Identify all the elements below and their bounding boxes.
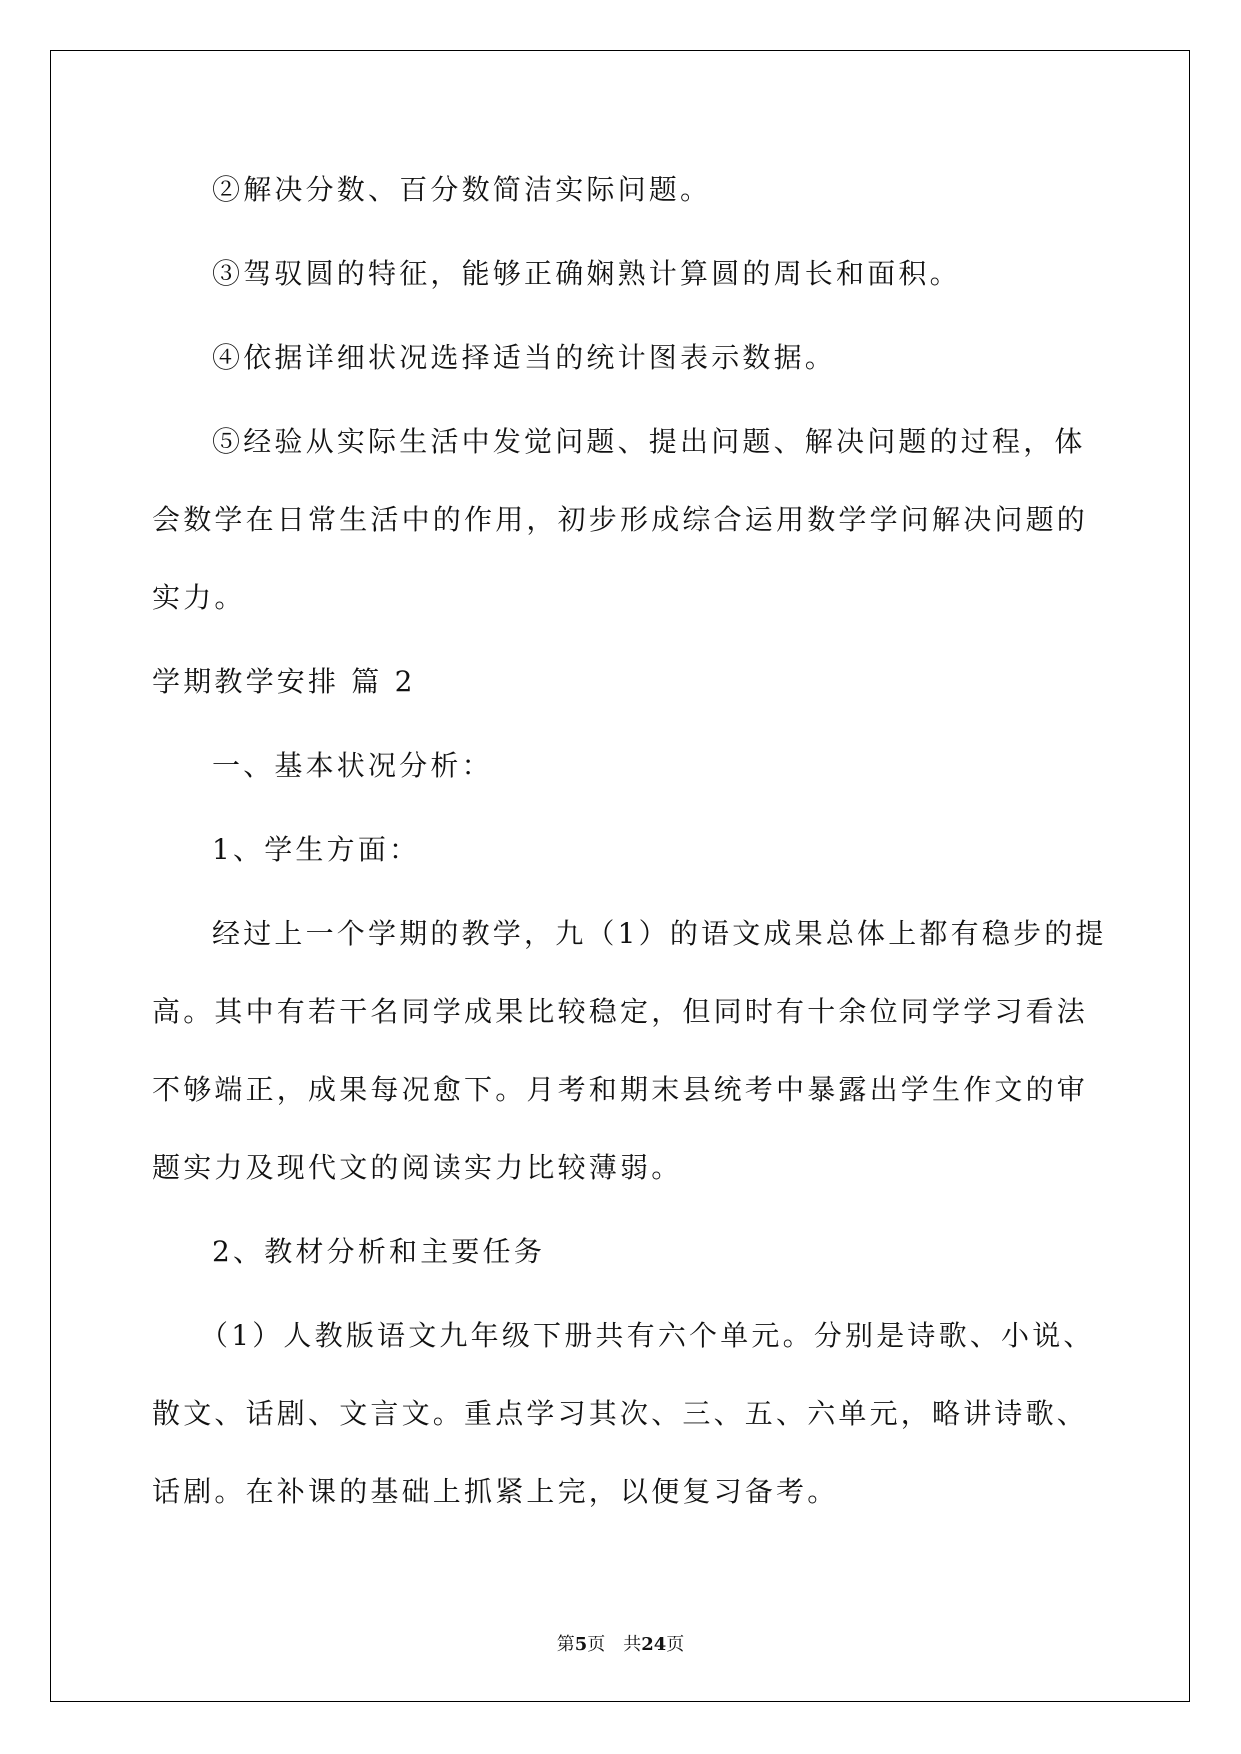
- paragraph-line: ②解决分数、百分数简洁实际问题。: [212, 173, 712, 206]
- paragraph-line: 话剧。在补课的基础上抓紧上完，以便复习备考。: [152, 1475, 839, 1508]
- paragraph-line: 经过上一个学期的教学，九（1）的语文成果总体上都有稳步的提: [212, 917, 1107, 950]
- page-footer: [0, 1630, 1241, 1656]
- paragraph-line: 会数学在日常生活中的作用，初步形成综合运用数学学问解决问题的: [152, 503, 1089, 536]
- page-border: [50, 50, 1190, 1702]
- paragraph-line: 高。其中有若干名同学成果比较稳定，但同时有十余位同学学习看法: [152, 995, 1089, 1028]
- paragraph-line: 1、学生方面：: [212, 833, 421, 866]
- paragraph-line: 题实力及现代文的阅读实力比较薄弱。: [152, 1151, 683, 1184]
- footer-page-number: 5: [574, 1634, 588, 1655]
- paragraph-line: 一、基本状况分析：: [212, 749, 493, 782]
- footer-mid: 页 共: [587, 1634, 642, 1655]
- paragraph-line: ⑤经验从实际生活中发觉问题、提出问题、解决问题的过程，体: [212, 425, 1086, 458]
- paragraph-line: 实力。: [152, 581, 246, 614]
- footer-suffix: 页: [666, 1634, 685, 1655]
- paragraph-line: 不够端正，成果每况愈下。月考和期末县统考中暴露出学生作文的审: [152, 1073, 1089, 1106]
- footer-prefix: 第: [556, 1634, 575, 1655]
- paragraph-line: 散文、话剧、文言文。重点学习其次、三、五、六单元，略讲诗歌、: [152, 1397, 1089, 1430]
- paragraph-line: ④依据详细状况选择适当的统计图表示数据。: [212, 341, 837, 374]
- footer-total-pages: 24: [641, 1634, 667, 1655]
- paragraph-line: 2、教材分析和主要任务: [212, 1235, 546, 1268]
- paragraph-line: ③驾驭圆的特征，能够正确娴熟计算圆的周长和面积。: [212, 257, 961, 290]
- paragraph-line: （1）人教版语文九年级下册共有六个单元。分别是诗歌、小说、: [200, 1319, 1095, 1352]
- section-heading: 学期教学安排 篇 2: [152, 665, 416, 698]
